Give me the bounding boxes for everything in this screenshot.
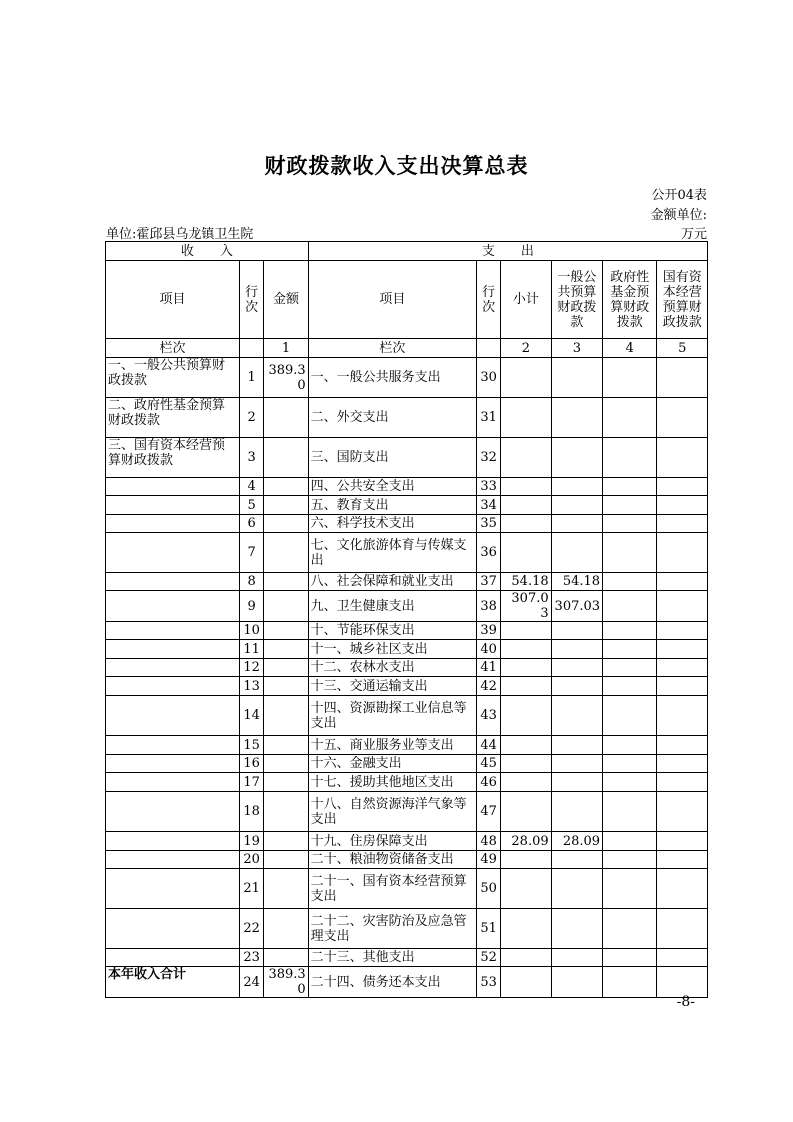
table-row [106, 640, 708, 659]
state-asset-cell [657, 515, 708, 533]
income-line-cell: 14 [240, 696, 264, 736]
gov-fund-cell [603, 792, 657, 832]
subtotal-cell [501, 736, 551, 755]
income-line-cell: 23 [240, 949, 264, 967]
income-amount-cell [264, 478, 308, 496]
gov-fund-cell [603, 755, 657, 773]
table-row [106, 967, 708, 998]
state-asset-cell [657, 832, 708, 851]
state-asset-cell [657, 358, 708, 398]
expense-item-cell: 二十四、债务还本支出 [308, 967, 476, 998]
expense-item-cell: 十九、住房保障支出 [308, 832, 476, 851]
general-budget-cell: 28.09 [551, 832, 602, 851]
expense-line-cell: 41 [477, 659, 501, 677]
income-amount-cell [264, 869, 308, 909]
gov-fund-cell [603, 573, 657, 591]
income-line-header: 行次 [240, 261, 264, 339]
income-line-cell: 24 [240, 967, 264, 998]
income-line-cell: 11 [240, 640, 264, 659]
state-asset-cell [657, 478, 708, 496]
expense-item-cell: 十二、农林水支出 [308, 659, 476, 677]
table-row [106, 438, 708, 478]
income-item-cell [106, 909, 240, 949]
income-item-cell [106, 640, 240, 659]
header-row-index [106, 339, 708, 358]
state-asset-cell [657, 792, 708, 832]
state-asset-cell [657, 622, 708, 640]
income-line-cell: 13 [240, 677, 264, 696]
state-asset-header: 国有资本经营预算财政拨款 [657, 261, 708, 339]
table-row [106, 358, 708, 398]
state-asset-cell [657, 696, 708, 736]
state-asset-cell [657, 773, 708, 792]
gov-fund-cell [603, 869, 657, 909]
expense-line-cell: 49 [477, 851, 501, 869]
table-row [106, 496, 708, 515]
income-item-cell [106, 659, 240, 677]
expense-line-cell: 51 [477, 909, 501, 949]
general-budget-cell [551, 773, 602, 792]
col-index-3: 3 [551, 339, 602, 358]
income-line-cell: 12 [240, 659, 264, 677]
general-budget-cell [551, 358, 602, 398]
table-row [106, 622, 708, 640]
general-budget-cell [551, 755, 602, 773]
income-amount-cell [264, 832, 308, 851]
subtotal-cell [501, 496, 551, 515]
income-amount-cell [264, 909, 308, 949]
gov-fund-cell [603, 640, 657, 659]
table-row [106, 398, 708, 438]
income-line-cell: 22 [240, 909, 264, 949]
general-budget-cell [551, 398, 602, 438]
expense-item-cell: 二、外交支出 [308, 398, 476, 438]
table-row [106, 736, 708, 755]
expense-line-cell: 30 [477, 358, 501, 398]
gov-fund-cell [603, 832, 657, 851]
expense-item-cell: 十六、金融支出 [308, 755, 476, 773]
expense-line-header: 行次 [477, 261, 501, 339]
expense-item-cell: 三、国防支出 [308, 438, 476, 478]
state-asset-cell [657, 677, 708, 696]
income-amount-cell [264, 515, 308, 533]
subtotal-cell [501, 533, 551, 573]
income-amount-cell [264, 438, 308, 478]
state-asset-cell [657, 659, 708, 677]
state-asset-cell [657, 967, 708, 998]
table-row [106, 677, 708, 696]
income-item-cell [106, 696, 240, 736]
expense-line-cell: 44 [477, 736, 501, 755]
gov-fund-cell [603, 438, 657, 478]
page-title: 财政拨款收入支出决算总表 [264, 153, 529, 178]
income-item-cell [106, 478, 240, 496]
page-number: -8- [676, 994, 695, 1010]
general-budget-cell: 54.18 [551, 573, 602, 591]
expense-item-cell: 十八、自然资源海洋气象等支出 [308, 792, 476, 832]
income-item-cell [106, 832, 240, 851]
income-line-cell: 7 [240, 533, 264, 573]
expense-line-cell: 48 [477, 832, 501, 851]
expense-line-cell: 33 [477, 478, 501, 496]
gov-fund-cell [603, 851, 657, 869]
budget-summary-table [105, 241, 708, 998]
subtotal-cell [501, 851, 551, 869]
income-item-cell [106, 515, 240, 533]
expense-item-cell: 二十三、其他支出 [308, 949, 476, 967]
general-budget-cell [551, 533, 602, 573]
income-line-cell: 3 [240, 438, 264, 478]
general-budget-cell [551, 677, 602, 696]
state-asset-cell [657, 909, 708, 949]
general-budget-cell [551, 696, 602, 736]
table-row [106, 909, 708, 949]
subtotal-cell [501, 967, 551, 998]
income-item-cell [106, 622, 240, 640]
state-asset-cell [657, 755, 708, 773]
state-asset-cell [657, 736, 708, 755]
gov-fund-cell [603, 515, 657, 533]
form-number: 公开04表 [651, 188, 707, 203]
table-row [106, 832, 708, 851]
general-budget-cell [551, 851, 602, 869]
income-line-cell: 1 [240, 358, 264, 398]
expense-line-cell: 36 [477, 533, 501, 573]
general-budget-cell [551, 736, 602, 755]
gov-fund-cell [603, 696, 657, 736]
state-asset-cell [657, 851, 708, 869]
gov-fund-cell [603, 773, 657, 792]
col-index-5: 5 [657, 339, 708, 358]
expense-item-cell: 十一、城乡社区支出 [308, 640, 476, 659]
subtotal-cell [501, 949, 551, 967]
gov-fund-cell [603, 736, 657, 755]
gov-fund-cell [603, 398, 657, 438]
income-amount-cell [264, 591, 308, 622]
general-budget-cell [551, 909, 602, 949]
table-row [106, 659, 708, 677]
col-label-right: 栏次 [308, 339, 476, 358]
state-asset-cell [657, 573, 708, 591]
income-line-cell: 16 [240, 755, 264, 773]
subtotal-cell [501, 909, 551, 949]
gov-fund-cell [603, 949, 657, 967]
expense-line-cell: 45 [477, 755, 501, 773]
income-item-cell [106, 755, 240, 773]
col-index-blank [477, 339, 501, 358]
income-item-cell: 三、国有资本经营预算财政拨款 [106, 438, 240, 478]
gov-fund-cell [603, 591, 657, 622]
table-row [106, 755, 708, 773]
subtotal-cell [501, 755, 551, 773]
subtotal-cell [501, 869, 551, 909]
income-item-cell [106, 533, 240, 573]
unit-label: 单位:霍邱县乌龙镇卫生院 [106, 227, 254, 242]
state-asset-cell [657, 591, 708, 622]
subtotal-cell [501, 677, 551, 696]
income-amount-cell [264, 496, 308, 515]
subtotal-header: 小计 [501, 261, 551, 339]
general-budget-cell [551, 792, 602, 832]
income-amount-cell [264, 640, 308, 659]
general-budget-cell [551, 515, 602, 533]
table-row [106, 515, 708, 533]
income-amount-cell [264, 736, 308, 755]
income-line-cell: 10 [240, 622, 264, 640]
general-budget-cell: 307.03 [551, 591, 602, 622]
table-row [106, 591, 708, 622]
subtotal-cell [501, 659, 551, 677]
state-asset-cell [657, 949, 708, 967]
expense-line-cell: 40 [477, 640, 501, 659]
income-line-cell: 8 [240, 573, 264, 591]
expense-item-cell: 四、公共安全支出 [308, 478, 476, 496]
gov-fund-cell [603, 496, 657, 515]
state-asset-cell [657, 438, 708, 478]
expense-line-cell: 32 [477, 438, 501, 478]
subtotal-cell [501, 358, 551, 398]
expense-item-cell: 一、一般公共服务支出 [308, 358, 476, 398]
income-item-cell [106, 773, 240, 792]
income-amount-cell [264, 677, 308, 696]
general-budget-cell [551, 949, 602, 967]
expense-line-cell: 37 [477, 573, 501, 591]
income-amount-header: 金额 [264, 261, 308, 339]
general-budget-cell [551, 438, 602, 478]
subtotal-cell [501, 398, 551, 438]
income-line-cell: 6 [240, 515, 264, 533]
state-asset-cell [657, 533, 708, 573]
income-line-cell: 4 [240, 478, 264, 496]
income-amount-cell [264, 755, 308, 773]
expense-item-cell: 二十一、国有资本经营预算支出 [308, 869, 476, 909]
expense-line-cell: 46 [477, 773, 501, 792]
expense-line-cell: 35 [477, 515, 501, 533]
income-item-cell [106, 851, 240, 869]
col-index-1: 1 [264, 339, 308, 358]
expense-item-cell: 十三、交通运输支出 [308, 677, 476, 696]
income-amount-cell [264, 773, 308, 792]
gov-fund-cell [603, 659, 657, 677]
table-row [106, 851, 708, 869]
general-budget-cell [551, 640, 602, 659]
income-amount-cell [264, 792, 308, 832]
amount-unit-label: 金额单位: [650, 208, 707, 223]
income-item-cell [106, 736, 240, 755]
col-label-left: 栏次 [106, 339, 240, 358]
expense-header: 支 出 [308, 242, 707, 261]
general-budget-header: 一般公共预算财政拨款 [551, 261, 602, 339]
expense-item-cell: 十七、援助其他地区支出 [308, 773, 476, 792]
income-amount-cell [264, 573, 308, 591]
expense-item-cell: 十四、资源勘探工业信息等支出 [308, 696, 476, 736]
income-amount-cell [264, 533, 308, 573]
income-item-header: 项目 [106, 261, 240, 339]
subtotal-cell [501, 696, 551, 736]
subtotal-cell [501, 438, 551, 478]
expense-item-cell: 七、文化旅游体育与传媒支出 [308, 533, 476, 573]
income-line-cell: 15 [240, 736, 264, 755]
expense-item-cell: 二十二、灾害防治及应急管理支出 [308, 909, 476, 949]
income-amount-cell [264, 949, 308, 967]
table-row [106, 573, 708, 591]
gov-fund-cell [603, 967, 657, 998]
state-asset-cell [657, 869, 708, 909]
income-line-cell: 5 [240, 496, 264, 515]
expense-item-cell: 八、社会保障和就业支出 [308, 573, 476, 591]
expense-line-cell: 34 [477, 496, 501, 515]
income-item-cell: 一、一般公共预算财政拨款 [106, 358, 240, 398]
state-asset-cell [657, 398, 708, 438]
subtotal-cell: 307.03 [501, 591, 551, 622]
income-item-cell: 本年收入合计 [106, 967, 240, 998]
table-row [106, 478, 708, 496]
income-line-cell: 2 [240, 398, 264, 438]
col-index-blank [240, 339, 264, 358]
general-budget-cell [551, 478, 602, 496]
gov-fund-cell [603, 622, 657, 640]
table-row [106, 533, 708, 573]
gov-fund-cell [603, 909, 657, 949]
income-item-cell [106, 677, 240, 696]
expense-line-cell: 50 [477, 869, 501, 909]
general-budget-cell [551, 967, 602, 998]
table-row [106, 696, 708, 736]
income-item-cell [106, 496, 240, 515]
subtotal-cell [501, 478, 551, 496]
expense-item-cell: 十五、商业服务业等支出 [308, 736, 476, 755]
income-line-cell: 9 [240, 591, 264, 622]
table-row [106, 949, 708, 967]
subtotal-cell [501, 640, 551, 659]
table-row [106, 792, 708, 832]
col-index-4: 4 [603, 339, 657, 358]
general-budget-cell [551, 496, 602, 515]
subtotal-cell [501, 515, 551, 533]
table-row [106, 773, 708, 792]
gov-fund-header: 政府性基金预算财政拨款 [603, 261, 657, 339]
general-budget-cell [551, 622, 602, 640]
income-item-cell [106, 869, 240, 909]
header-row-section [106, 242, 708, 261]
gov-fund-cell [603, 478, 657, 496]
currency-label: 万元 [680, 227, 707, 242]
expense-item-cell: 九、卫生健康支出 [308, 591, 476, 622]
income-amount-cell [264, 622, 308, 640]
income-item-cell [106, 591, 240, 622]
income-item-cell [106, 792, 240, 832]
state-asset-cell [657, 640, 708, 659]
gov-fund-cell [603, 677, 657, 696]
subtotal-cell [501, 622, 551, 640]
expense-line-cell: 38 [477, 591, 501, 622]
income-item-cell [106, 573, 240, 591]
subtotal-cell: 54.18 [501, 573, 551, 591]
income-line-cell: 20 [240, 851, 264, 869]
header-row-columns [106, 261, 708, 339]
expense-line-cell: 52 [477, 949, 501, 967]
subtotal-cell [501, 792, 551, 832]
income-line-cell: 18 [240, 792, 264, 832]
subtotal-cell: 28.09 [501, 832, 551, 851]
expense-item-cell: 十、节能环保支出 [308, 622, 476, 640]
income-amount-cell [264, 851, 308, 869]
expense-line-cell: 47 [477, 792, 501, 832]
expense-item-cell: 六、科学技术支出 [308, 515, 476, 533]
general-budget-cell [551, 869, 602, 909]
income-item-cell [106, 949, 240, 967]
col-index-2: 2 [501, 339, 551, 358]
expense-line-cell: 43 [477, 696, 501, 736]
expense-line-cell: 39 [477, 622, 501, 640]
income-amount-cell [264, 696, 308, 736]
expense-item-cell: 二十、粮油物资储备支出 [308, 851, 476, 869]
income-amount-cell [264, 398, 308, 438]
income-amount-cell [264, 659, 308, 677]
gov-fund-cell [603, 358, 657, 398]
income-line-cell: 19 [240, 832, 264, 851]
table-row [106, 869, 708, 909]
gov-fund-cell [603, 533, 657, 573]
expense-line-cell: 53 [477, 967, 501, 998]
subtotal-cell [501, 773, 551, 792]
income-amount-cell: 389.30 [264, 967, 308, 998]
expense-item-header: 项目 [308, 261, 476, 339]
income-header: 收 入 [106, 242, 309, 261]
income-item-cell: 二、政府性基金预算财政拨款 [106, 398, 240, 438]
general-budget-cell [551, 659, 602, 677]
expense-line-cell: 31 [477, 398, 501, 438]
income-line-cell: 17 [240, 773, 264, 792]
state-asset-cell [657, 496, 708, 515]
income-line-cell: 21 [240, 869, 264, 909]
expense-item-cell: 五、教育支出 [308, 496, 476, 515]
income-amount-cell: 389.30 [264, 358, 308, 398]
expense-line-cell: 42 [477, 677, 501, 696]
